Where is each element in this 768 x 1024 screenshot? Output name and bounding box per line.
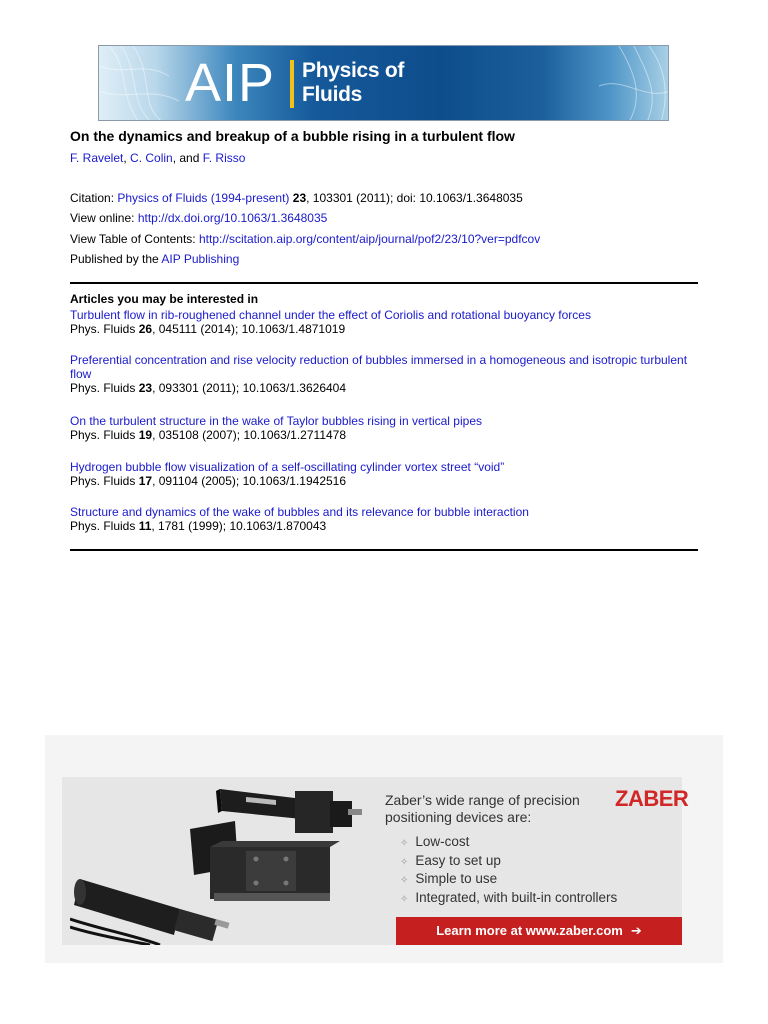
citation-line	[70, 191, 523, 205]
citation-label: Citation:	[70, 191, 118, 205]
author-list	[70, 151, 245, 165]
citation-volume: 19	[138, 428, 153, 442]
feature-label: Simple to use	[415, 871, 498, 886]
list-item	[400, 870, 617, 889]
related-article-link[interactable]: Hydrogen bubble flow visualization of a self-oscillating cylinder vortex street “void”	[70, 460, 505, 474]
citation-details: , 093301 (2011); 10.1063/1.3626404	[152, 381, 347, 395]
learn-more-label: Learn more at www.zaber.com	[436, 923, 623, 938]
advertisement[interactable]	[45, 735, 723, 963]
citation-journal: Phys. Fluids	[70, 381, 139, 395]
view-online-link[interactable]: http://dx.doi.org/10.1063/1.3648035	[137, 211, 328, 225]
arrow-right-icon: ➔	[630, 923, 642, 938]
top-divider	[70, 282, 698, 284]
toc-line	[70, 232, 540, 246]
diamond-bullet-icon: ✧	[400, 875, 409, 886]
list-item	[400, 852, 617, 871]
zaber-logo: ZABER	[615, 786, 689, 811]
citation-details: , 091104 (2005); 10.1063/1.1942516	[152, 474, 347, 488]
citation-details: , 045111 (2014); 10.1063/1.4871019	[152, 322, 346, 336]
stage-device-top	[216, 789, 362, 833]
related-article-citation	[70, 322, 690, 336]
related-article	[70, 505, 690, 533]
related-article	[70, 414, 690, 442]
feature-label: Easy to set up	[415, 852, 501, 868]
citation-details: , 1781 (1999); 10.1063/1.870043	[151, 519, 327, 533]
diamond-bullet-icon: ✧	[400, 838, 409, 849]
citation-details: , 103301 (2011); doi: 10.1063/1.3648035	[306, 191, 523, 205]
citation-volume: 11	[138, 519, 152, 533]
related-article-citation	[70, 474, 690, 488]
citation-volume: 17	[138, 474, 153, 488]
aip-logo: AIP	[185, 53, 276, 113]
related-article	[70, 353, 690, 395]
publisher-link[interactable]: AIP Publishing	[161, 252, 240, 266]
journal-banner[interactable]	[98, 45, 669, 121]
related-article-link[interactable]: Structure and dynamics of the wake of bubbles and its relevance for bubble interaction	[70, 505, 529, 519]
ad-feature-list	[400, 833, 617, 907]
toc-link[interactable]: http://scitation.aip.org/content/aip/journal/pof2/23/10?ver=pdfcov	[198, 232, 541, 246]
author-separator: , and	[172, 151, 203, 165]
related-articles-heading: Articles you may be interested in	[70, 292, 259, 306]
actuator-device-cylinder	[70, 879, 229, 945]
learn-more-button[interactable]	[396, 917, 682, 945]
author-separator: ,	[123, 151, 131, 165]
diamond-bullet-icon: ✧	[400, 893, 409, 905]
citation-journal-link[interactable]: Physics of Fluids (1994-present)	[117, 191, 290, 205]
list-item	[400, 889, 617, 908]
view-online-label: View online:	[70, 211, 138, 225]
ad-headline	[385, 792, 580, 826]
diamond-bullet-icon: ✧	[400, 856, 409, 868]
related-article-citation	[70, 428, 690, 442]
related-article-citation	[70, 381, 690, 395]
author-link[interactable]: F. Ravelet	[70, 151, 124, 165]
ad-headline-line1: Zaber’s wide range of precision	[385, 792, 580, 808]
author-link[interactable]: C. Colin	[130, 151, 173, 165]
citation-volume: 23	[138, 381, 153, 395]
ad-headline-line2: positioning devices are:	[385, 809, 532, 825]
bottom-divider	[70, 549, 698, 551]
publisher-label: Published by the	[70, 252, 162, 266]
positioning-devices-image	[70, 779, 380, 945]
related-article-citation	[70, 519, 690, 533]
related-article	[70, 308, 690, 336]
citation-volume: 26	[138, 322, 153, 336]
journal-name-line1: Physics of	[302, 59, 405, 82]
citation-journal: Phys. Fluids	[70, 519, 139, 533]
view-online-line	[70, 211, 327, 225]
journal-name-line2: Fluids	[302, 83, 363, 106]
related-article-link[interactable]: On the turbulent structure in the wake of Taylor bubbles rising in vertical pipes	[70, 414, 482, 428]
related-article-link[interactable]: Preferential concentration and rise velocity reduction of bubbles immersed in a homogeneous and isotropic turbulent flow	[70, 353, 688, 381]
citation-journal: Phys. Fluids	[70, 322, 139, 336]
ad-panel	[62, 777, 689, 945]
citation-journal: Phys. Fluids	[70, 428, 139, 442]
author-link[interactable]: F. Risso	[202, 151, 246, 165]
paper-title: On the dynamics and breakup of a bubble rising in a turbulent flow	[70, 128, 515, 144]
citation-journal: Phys. Fluids	[70, 474, 139, 488]
citation-volume: 23	[292, 191, 307, 205]
publisher-line	[70, 252, 239, 266]
related-article	[70, 460, 690, 488]
journal-name	[302, 59, 404, 107]
banner-divider	[290, 60, 294, 108]
feature-label: Low-cost	[415, 834, 470, 849]
toc-label: View Table of Contents:	[70, 232, 199, 246]
list-item	[400, 833, 617, 852]
feature-label: Integrated, with built-in controllers	[415, 889, 618, 905]
citation-details: , 035108 (2007); 10.1063/1.2711478	[152, 428, 347, 442]
related-article-link[interactable]: Turbulent flow in rib-roughened channel under the effect of Coriolis and rotational buoyancy forces	[70, 308, 591, 322]
